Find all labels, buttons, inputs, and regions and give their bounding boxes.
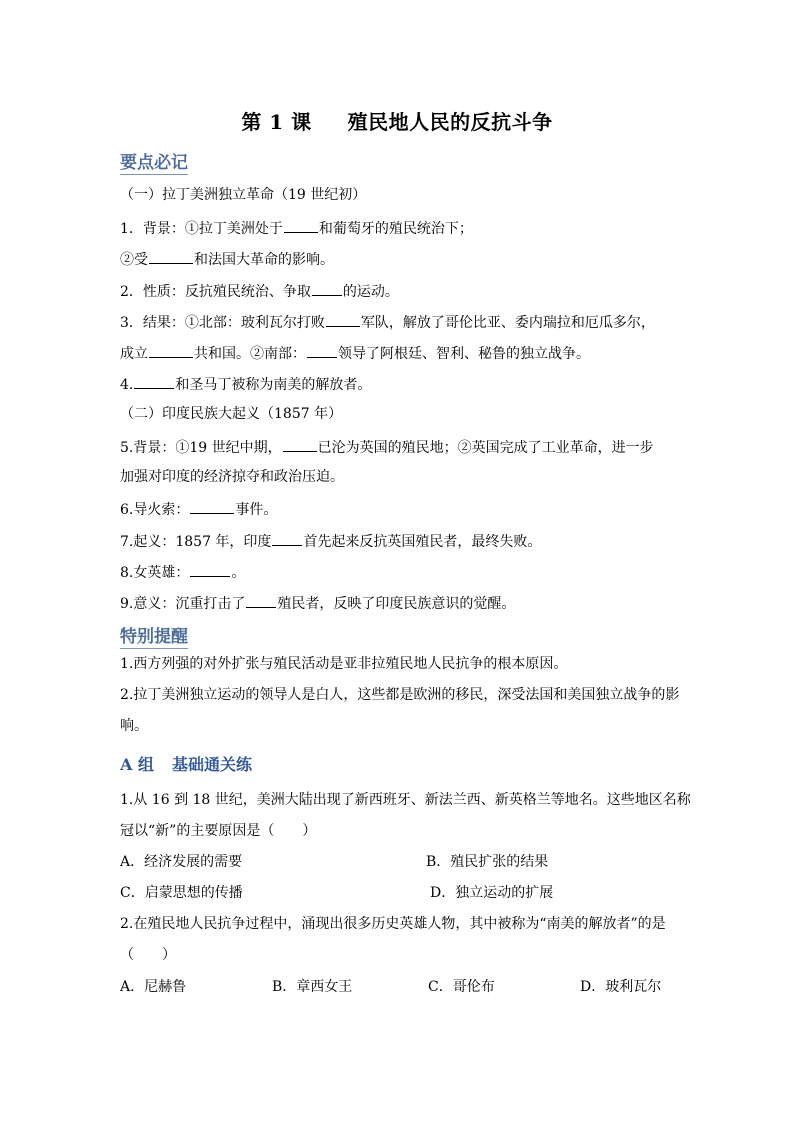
- q1-option-b[interactable]: B．殖民扩张的结果: [426, 854, 549, 870]
- part1-line-1: 1．背景：①拉丁美洲处于 和葡萄牙的殖民统治下；: [120, 218, 680, 238]
- fill-blank: [190, 499, 234, 514]
- section-key-points-heading: 要点必记: [120, 153, 188, 173]
- fill-blank: [307, 343, 337, 358]
- fill-blank: [149, 343, 193, 358]
- reminder-2: 2.拉丁美洲独立运动的领导人是白人，这些都是欧洲的移民，深受法国和美国独立战争的影: [120, 687, 680, 703]
- part2-line-3: 6.导火索： 事件。: [120, 499, 680, 519]
- reminder-2-cont: 响。: [120, 718, 148, 734]
- q2-stem: 2.在殖民地人民抗争过程中，涌现出很多历史英雄人物，其中被称为“南美的解放者”的是: [120, 916, 666, 932]
- fill-blank: [134, 374, 174, 389]
- q1-option-c[interactable]: C．启蒙思想的传播: [120, 885, 243, 901]
- q1-option-a[interactable]: A．经济发展的需要: [120, 854, 243, 870]
- q2-option-c[interactable]: C．哥伦布: [428, 979, 495, 995]
- part1-line-6: 4. 和圣马丁被称为南美的解放者。: [120, 374, 680, 394]
- fill-blank: [149, 249, 193, 264]
- part1-line-5: 成立 共和国。②南部： 领导了阿根廷、智利、秘鲁的独立战争。: [120, 343, 680, 363]
- part1-line-4: 3．结果：①北部：玻利瓦尔打败 军队，解放了哥伦比亚、委内瑞拉和厄瓜多尔，: [120, 312, 680, 332]
- q1-stem: 1.从 16 到 18 世纪，美洲大陆出现了新西班牙、新法兰西、新英格兰等地名。这些地区名称: [120, 792, 691, 808]
- part1-heading: （一）拉丁美洲独立革命（19 世纪初）: [120, 187, 367, 203]
- lesson-name: 殖民地人民的反抗斗争: [347, 110, 553, 134]
- fill-blank: [326, 312, 360, 327]
- fill-blank: [190, 562, 230, 577]
- lesson-number: 第 1 课: [241, 110, 312, 134]
- q2-option-d[interactable]: D．玻利瓦尔: [580, 979, 662, 995]
- fill-blank: [284, 218, 318, 233]
- q1-stem-cont: 冠以“新”的主要原因是（ ）: [120, 823, 317, 839]
- part2-line-2: 加强对印度的经济掠夺和政治压迫。: [120, 469, 344, 485]
- q2-option-a[interactable]: A．尼赫鲁: [120, 979, 187, 995]
- fill-blank: [246, 593, 276, 608]
- section-reminder-heading: 特别提醒: [120, 627, 188, 647]
- q1-option-d[interactable]: D．独立运动的扩展: [430, 885, 554, 901]
- group-a-heading: A 组 基础通关练: [120, 755, 253, 774]
- part2-line-4: 7.起义：1857 年，印度 首先起来反抗英国殖民者，最终失败。: [120, 531, 680, 551]
- part2-line-5: 8.女英雄： 。: [120, 562, 680, 582]
- q2-stem-cont: （ ）: [120, 947, 176, 963]
- part2-line-1: 5.背景：①19 世纪中期， 已沦为英国的殖民地；②英国完成了工业革命，进一步: [120, 437, 680, 457]
- fill-blank: [283, 437, 317, 452]
- page-title: [0, 106, 794, 135]
- fill-blank: [272, 531, 302, 546]
- part2-heading: （二）印度民族大起义（1857 年）: [120, 406, 343, 422]
- reminder-1: 1.西方列强的对外扩张与殖民活动是亚非拉殖民地人民抗争的根本原因。: [120, 656, 568, 672]
- part2-line-6: 9.意义：沉重打击了 殖民者，反映了印度民族意识的觉醒。: [120, 593, 680, 613]
- q2-option-b[interactable]: B．章西女王: [272, 979, 353, 995]
- part1-line-2: ②受 和法国大革命的影响。: [120, 249, 680, 269]
- part1-line-3: 2．性质：反抗殖民统治、争取 的运动。: [120, 281, 680, 301]
- fill-blank: [312, 281, 342, 296]
